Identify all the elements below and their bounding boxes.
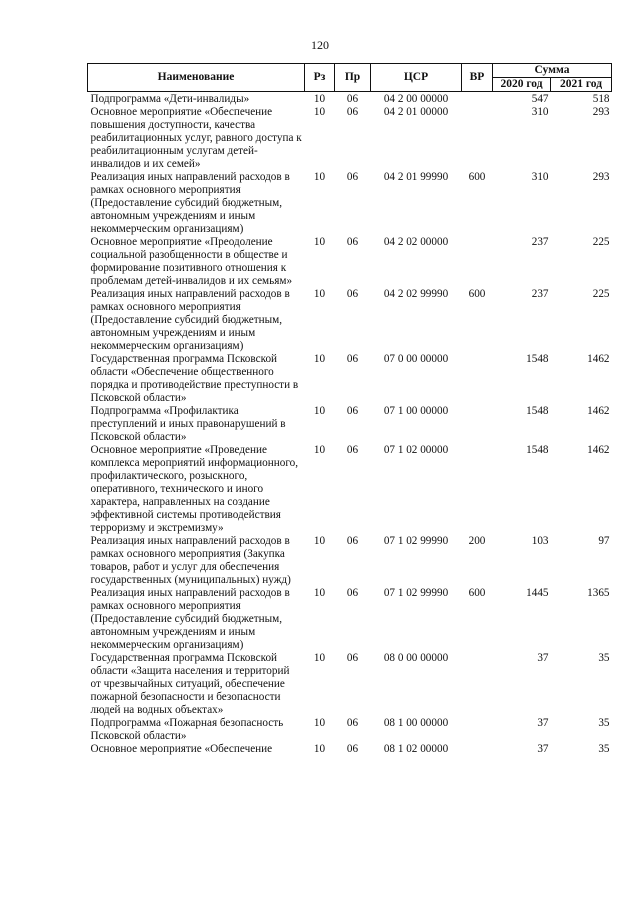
cell-2021: 1462 <box>587 353 610 365</box>
cell-csr: 08 1 02 00000 <box>383 743 449 755</box>
cell-2020: 37 <box>537 717 549 729</box>
cell-pr: 06 <box>346 106 359 118</box>
cell-2021: 97 <box>598 535 610 547</box>
cell-vr <box>462 444 493 535</box>
cell-2021: 35 <box>598 743 610 755</box>
cell-2020: 37 <box>537 743 549 755</box>
cell-vr: 200 <box>468 535 486 547</box>
cell-2020: 310 <box>531 171 549 183</box>
cell-rz: 10 <box>313 288 326 300</box>
cell-2020: 1548 <box>526 405 549 417</box>
cell-pr: 06 <box>346 288 359 300</box>
cell-rz: 10 <box>313 171 326 183</box>
table-row <box>88 236 612 288</box>
header-csr: ЦСР <box>371 64 462 92</box>
table-row <box>88 288 612 353</box>
header-sum: Сумма <box>493 64 612 78</box>
header-pr: Пр <box>335 64 371 92</box>
cell-rz: 10 <box>313 93 326 105</box>
cell-name: Основное мероприятие «Проведение комплекса мероприятий информационного, профилактического, розыскного, оперативного, технического и иного характера, направленных на создание эффективной системы противодействия терроризму и экстремизму» <box>90 444 299 534</box>
cell-2021: 225 <box>592 236 610 248</box>
cell-2020: 1548 <box>526 353 549 365</box>
cell-2020: 237 <box>531 288 549 300</box>
cell-pr: 06 <box>346 587 359 599</box>
cell-2021: 1365 <box>587 587 610 599</box>
cell-vr: 600 <box>468 288 486 300</box>
cell-rz: 10 <box>313 444 326 456</box>
cell-pr: 06 <box>346 652 359 664</box>
cell-2021: 35 <box>598 717 610 729</box>
cell-name: Подпрограмма «Пожарная безопасность Псковской области» <box>90 717 284 742</box>
header-2021: 2021 год <box>551 78 612 92</box>
table-row <box>88 353 612 405</box>
cell-rz: 10 <box>313 587 326 599</box>
cell-2020: 1548 <box>526 444 549 456</box>
table-row <box>88 92 612 107</box>
cell-csr: 07 1 00 00000 <box>383 405 449 417</box>
cell-csr: 07 1 02 00000 <box>383 444 449 456</box>
cell-csr: 04 2 02 00000 <box>383 236 449 248</box>
cell-pr: 06 <box>346 93 359 105</box>
cell-rz: 10 <box>313 743 326 755</box>
cell-name: Основное мероприятие «Обеспечение повышения доступности, качества реабилитационных услуг, равного доступа к реабилитационным услугам детей-инвалидов и их семей» <box>90 106 302 170</box>
cell-vr <box>462 353 493 405</box>
cell-name: Реализация иных направлений расходов в рамках основного мероприятия (Предоставление субсидий бюджетным, автономным учреждениям и иным некоммерческим организациям) <box>90 587 290 651</box>
table-row <box>88 444 612 535</box>
table-row <box>88 587 612 652</box>
cell-vr <box>462 652 493 717</box>
cell-rz: 10 <box>313 236 326 248</box>
cell-rz: 10 <box>313 652 326 664</box>
cell-2021: 1462 <box>587 444 610 456</box>
cell-vr <box>462 405 493 444</box>
header-vr: ВР <box>462 64 493 92</box>
cell-name: Реализация иных направлений расходов в рамках основного мероприятия (Закупка товаров, работ и услуг для обеспечения государственных (муниципальных) нужд) <box>90 535 291 586</box>
cell-pr: 06 <box>346 743 359 755</box>
cell-name: Реализация иных направлений расходов в рамках основного мероприятия (Предоставление субсидий бюджетным, автономным учреждениям и иным некоммерческим организациям) <box>90 171 290 235</box>
table-row <box>88 405 612 444</box>
cell-rz: 10 <box>313 353 326 365</box>
cell-csr: 08 0 00 00000 <box>383 652 449 664</box>
cell-vr: 600 <box>468 171 486 183</box>
page-number: 120 <box>311 38 329 52</box>
cell-2020: 310 <box>531 106 549 118</box>
cell-rz: 10 <box>313 717 326 729</box>
header-2020: 2020 год <box>493 78 551 92</box>
cell-csr: 07 1 02 99990 <box>383 587 449 599</box>
table-row <box>88 535 612 587</box>
cell-csr: 07 0 00 00000 <box>383 353 449 365</box>
cell-pr: 06 <box>346 535 359 547</box>
cell-vr <box>462 106 493 171</box>
cell-vr <box>462 717 493 743</box>
cell-2021: 293 <box>592 106 610 118</box>
cell-csr: 04 2 00 00000 <box>383 93 449 105</box>
cell-vr <box>462 236 493 288</box>
cell-pr: 06 <box>346 405 359 417</box>
budget-table <box>87 63 612 756</box>
cell-pr: 06 <box>346 353 359 365</box>
header-name: Наименование <box>88 64 305 92</box>
cell-rz: 10 <box>313 405 326 417</box>
cell-pr: 06 <box>346 236 359 248</box>
cell-pr: 06 <box>346 444 359 456</box>
cell-csr: 07 1 02 99990 <box>383 535 449 547</box>
cell-2021: 518 <box>592 93 610 105</box>
cell-rz: 10 <box>313 106 326 118</box>
cell-name: Реализация иных направлений расходов в рамках основного мероприятия (Предоставление субсидий бюджетным, автономным учреждениям и иным некоммерческим организациям) <box>90 288 290 352</box>
table-row <box>88 743 612 756</box>
cell-2021: 35 <box>598 652 610 664</box>
table-row <box>88 106 612 171</box>
cell-2021: 1462 <box>587 405 610 417</box>
cell-name: Подпрограмма «Дети-инвалиды» <box>90 93 250 105</box>
cell-vr <box>462 743 493 756</box>
cell-2021: 293 <box>592 171 610 183</box>
cell-csr: 04 2 02 99990 <box>383 288 449 300</box>
table-body <box>88 92 612 757</box>
table-row <box>88 652 612 717</box>
cell-pr: 06 <box>346 171 359 183</box>
cell-vr: 600 <box>468 587 486 599</box>
cell-2021: 225 <box>592 288 610 300</box>
cell-name: Государственная программа Псковской области «Защита населения и территорий от чрезвычайных ситуаций, обеспечение пожарной безопасности и безопасности людей на водных объектах» <box>90 652 290 716</box>
cell-name: Основное мероприятие «Обеспечение <box>90 743 273 755</box>
header-rz: Рз <box>305 64 335 92</box>
cell-csr: 08 1 00 00000 <box>383 717 449 729</box>
cell-rz: 10 <box>313 535 326 547</box>
cell-name: Государственная программа Псковской области «Обеспечение общественного порядка и противодействие преступности в Псковской области» <box>90 353 299 404</box>
cell-name: Подпрограмма «Профилактика преступлений и иных правонарушений в Псковской области» <box>90 405 286 443</box>
cell-csr: 04 2 01 99990 <box>383 171 449 183</box>
cell-pr: 06 <box>346 717 359 729</box>
cell-2020: 103 <box>531 535 549 547</box>
table-row <box>88 171 612 236</box>
cell-2020: 37 <box>537 652 549 664</box>
cell-csr: 04 2 01 00000 <box>383 106 449 118</box>
table-row <box>88 717 612 743</box>
cell-2020: 547 <box>531 93 549 105</box>
cell-2020: 1445 <box>526 587 549 599</box>
cell-2020: 237 <box>531 236 549 248</box>
cell-name: Основное мероприятие «Преодоление социальной разобщенности в обществе и формирование позитивного отношения к проблемам детей-инвалидов и их семьям» <box>90 236 293 287</box>
cell-vr <box>462 92 493 107</box>
